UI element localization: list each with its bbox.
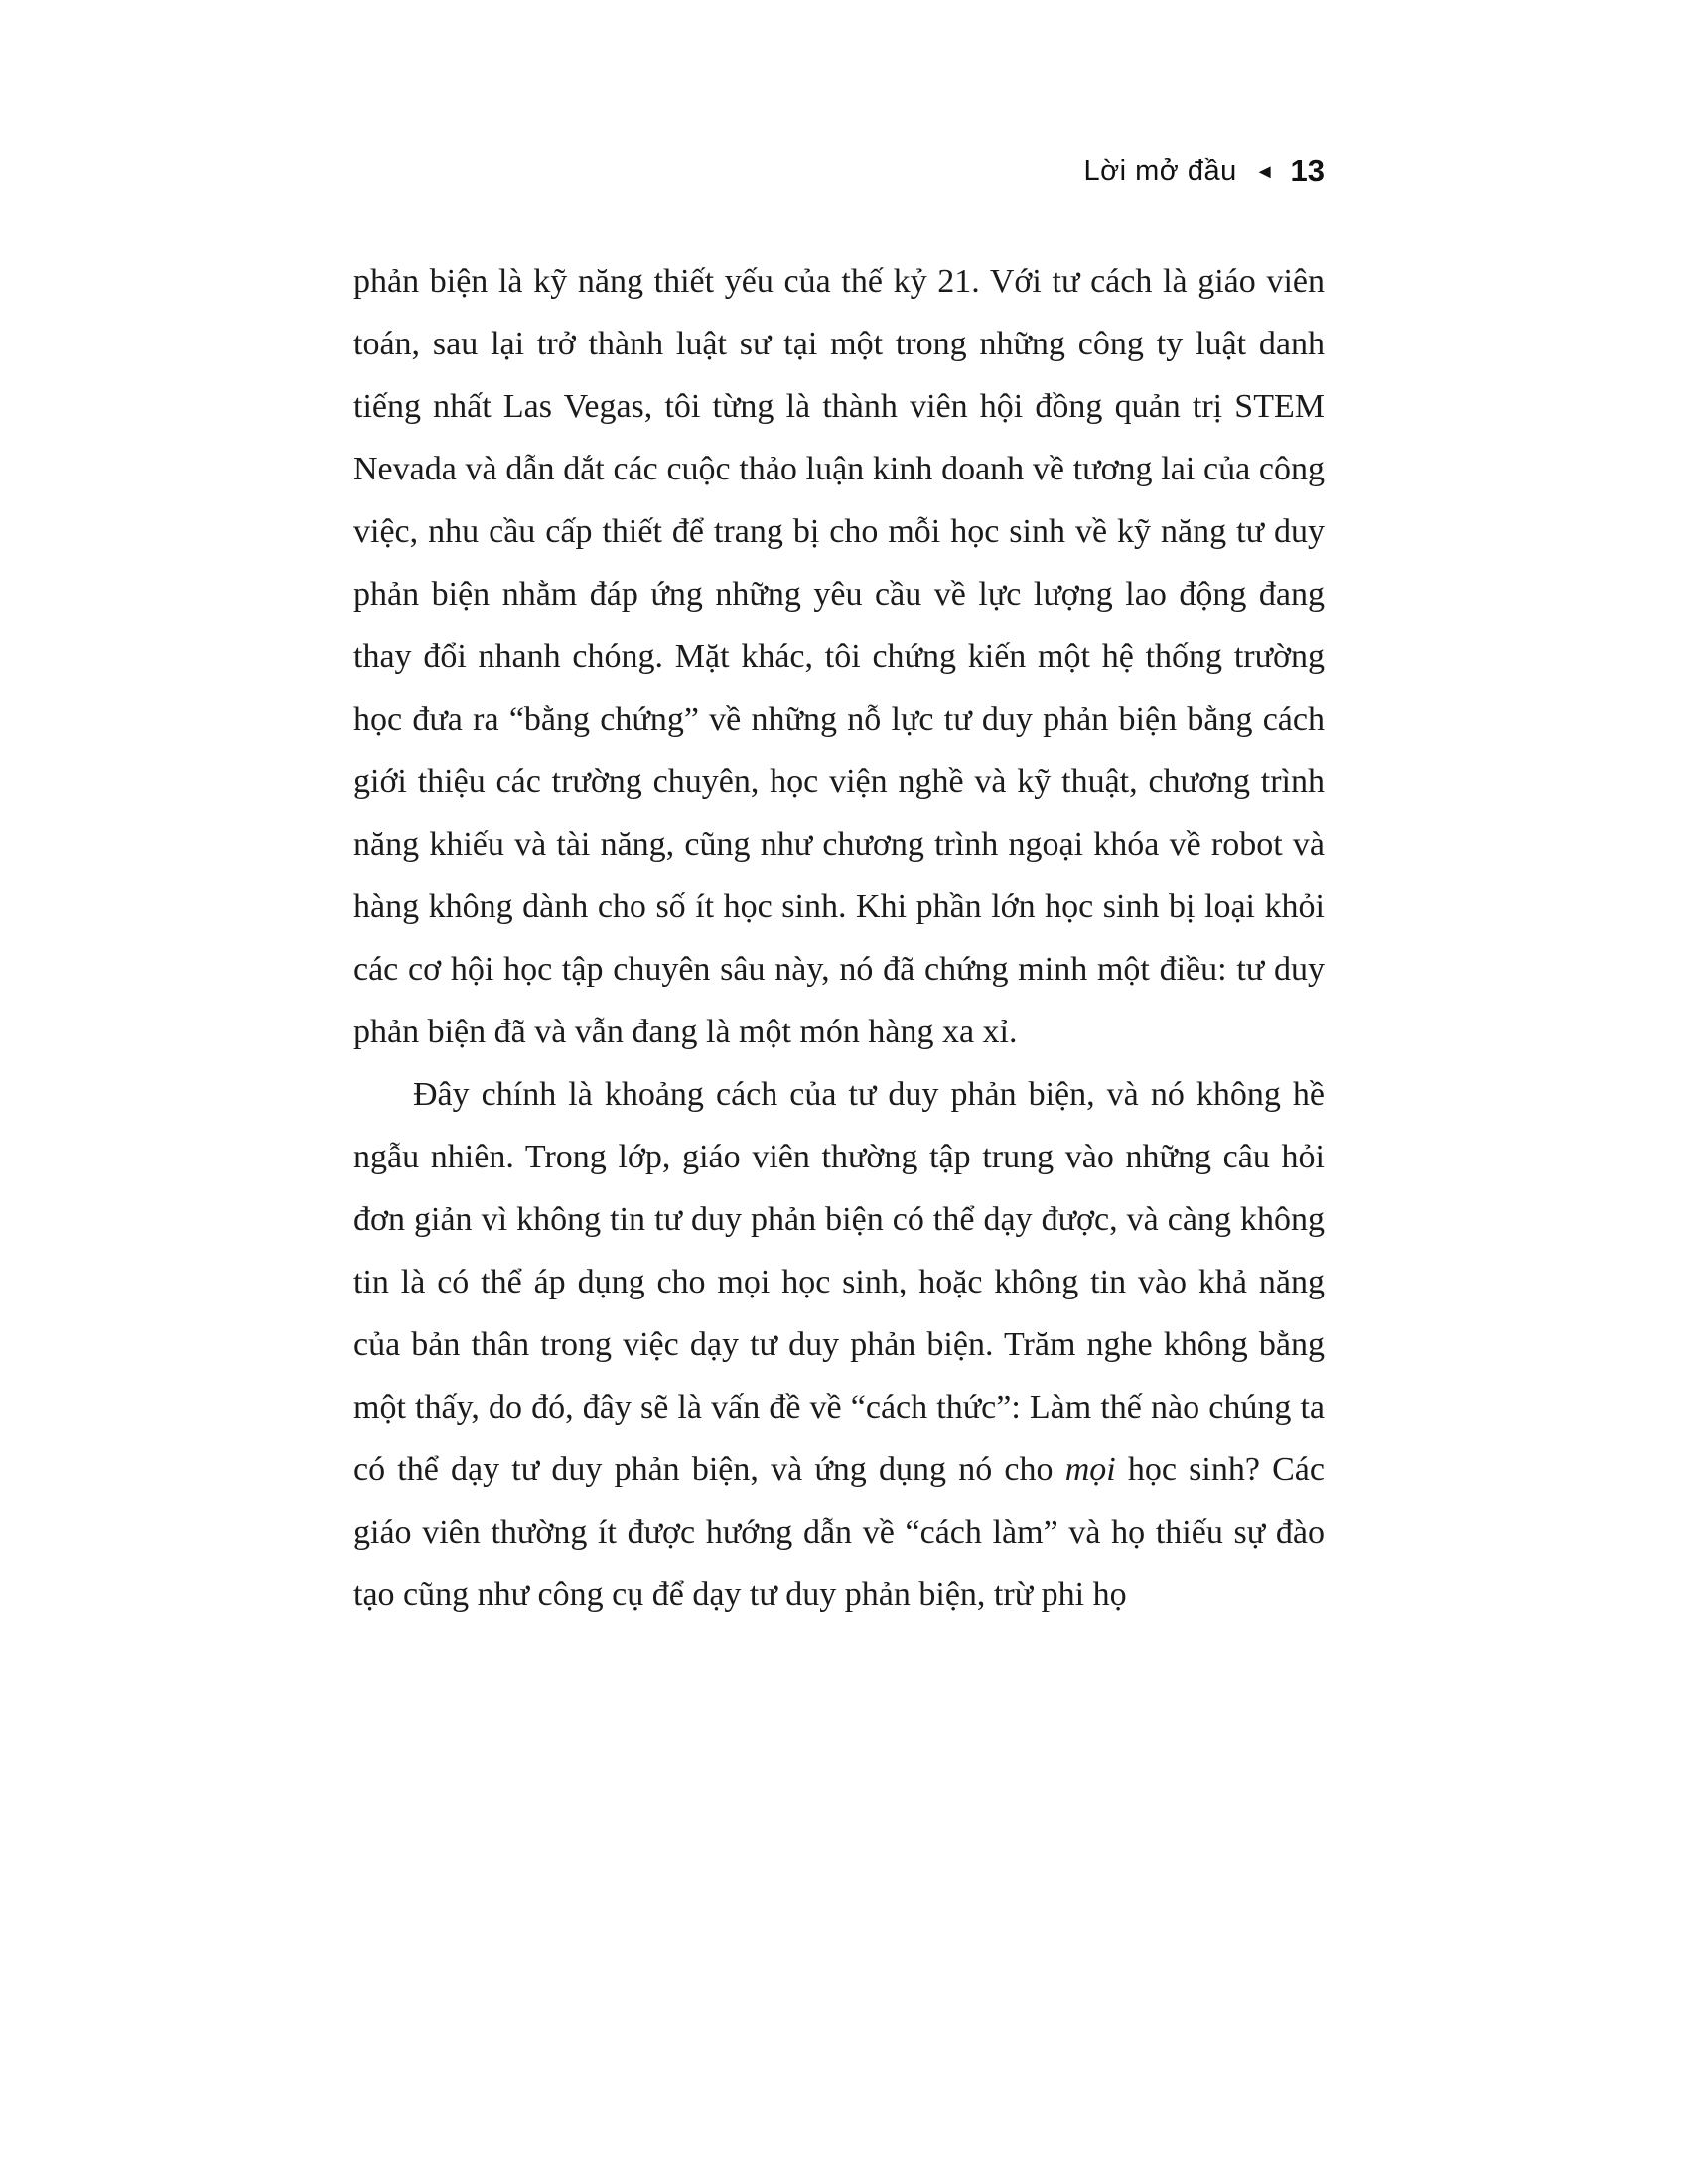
page-header	[353, 149, 1325, 193]
section-title: Lời mở đầu	[1083, 154, 1237, 187]
paragraph-2-text-end: học sinh? Các giáo viên thường ít được hướng dẫn về “cách làm” và họ thiếu sự đào tạo cũng như công cụ để dạy tư duy phản biện, trừ phi họ	[353, 1451, 1325, 1613]
left-triangle-icon: ◄	[1254, 160, 1275, 183]
page-number: 13	[1290, 153, 1325, 188]
paragraph-2-text-start: Đây chính là khoảng cách của tư duy phản biện, và nó không hề ngẫu nhiên. Trong lớp, giáo viên thường tập trung vào những câu hỏi đơn giản vì không tin tư duy phản biện có thể dạy được, và càng không tin là có thể áp dụng cho mọi học sinh, hoặc không tin vào khả năng của bản thân trong việc dạy tư duy phản biện. Trăm nghe không bằng một thấy, do đó, đây sẽ là vấn đề về “cách thức”: Làm thế nào chúng ta có thể dạy tư duy phản biện, và ứng dụng nó cho	[353, 1076, 1325, 1488]
page-body	[353, 250, 1325, 1626]
paragraph-1: phản biện là kỹ năng thiết yếu của thế kỷ 21. Với tư cách là giáo viên toán, sau lại trở thành luật sư tại một trong những công ty luật danh tiếng nhất Las Vegas, tôi từng là thành viên hội đồng quản trị STEM Nevada và dẫn dắt các cuộc thảo luận kinh doanh về tương lai của công việc, nhu cầu cấp thiết để trang bị cho mỗi học sinh về kỹ năng tư duy phản biện nhằm đáp ứng những yêu cầu về lực lượng lao động đang thay đổi nhanh chóng. Mặt khác, tôi chứng kiến một hệ thống trường học đưa ra “bằng chứng” về những nỗ lực tư duy phản biện bằng cách giới thiệu các trường chuyên, học viện nghề và kỹ thuật, chương trình năng khiếu và tài năng, cũng như chương trình ngoại khóa về robot và hàng không dành cho số ít học sinh. Khi phần lớn học sinh bị loại khỏi các cơ hội học tập chuyên sâu này, nó đã chứng minh một điều: tư duy phản biện đã và vẫn đang là một món hàng xa xỉ.	[353, 263, 1325, 1050]
page-content	[353, 149, 1325, 1626]
paragraph-2-italic-word: mọi	[1064, 1451, 1116, 1488]
paragraph-2	[353, 1063, 1325, 1626]
